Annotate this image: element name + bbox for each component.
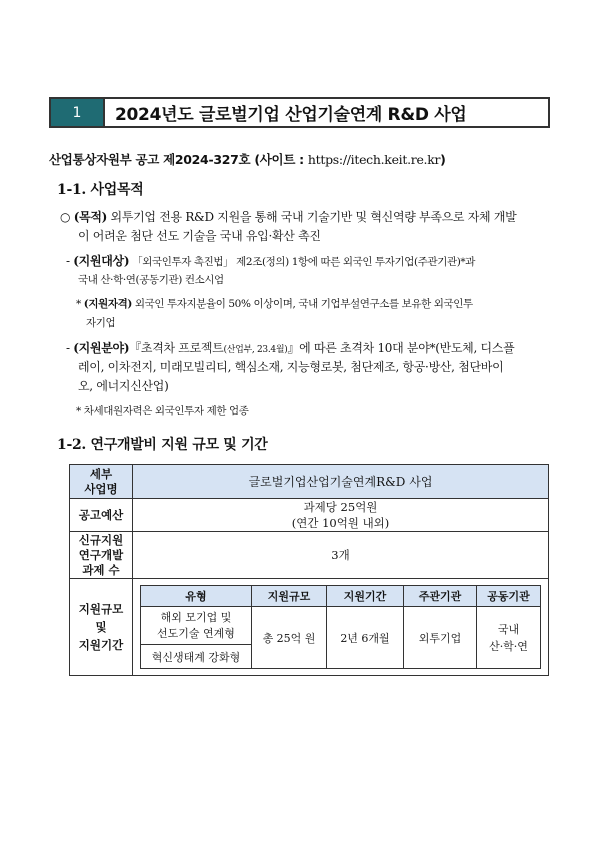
dash-bullet-icon: - <box>66 341 74 355</box>
section-1-2-title: 1-2. 연구개발비 지원 규모 및 기간 <box>57 437 268 453</box>
notice-line <box>49 150 446 168</box>
qualification-label: (지원자격) <box>83 298 132 310</box>
target-text-1: 「외국인투자 촉진법」 제2조(정의) 1항에 따른 외국인 투자기업(주관기관)*과 <box>129 256 475 268</box>
field-text-1c: 』에 따른 초격차 10대 분야 <box>287 341 430 355</box>
lead-value: 외투기업 <box>404 607 477 669</box>
purpose-text-1: 외투기업 전용 R&D 지원을 통해 국내 기술기반 및 혁신역량 부족으로 자체 개발 <box>107 210 517 224</box>
program-name: 글로벌기업산업기술연계R&D 사업 <box>133 465 549 499</box>
heading-number: 1 <box>51 99 103 126</box>
field-text-1d: *(반도체, 디스플 <box>429 341 515 355</box>
section-1-1-title: 1-1. 사업목적 <box>57 182 144 198</box>
field-label: (지원분야) <box>73 341 130 355</box>
note-text: 차세대원자력은 외국인투자 제한 업종 <box>83 405 249 417</box>
label-new-tasks: 신규지원 연구개발 과제 수 <box>70 532 133 579</box>
scale-value: 총 25억 원 <box>252 607 327 669</box>
header-period: 지원기간 <box>327 586 404 607</box>
purpose-text-2: 이 어려운 첨단 선도 기술을 국내 유입·확산 촉진 <box>78 229 321 243</box>
heading-title: 2024년도 글로벌기업 산업기술연계 R&D 사업 <box>103 99 548 126</box>
budget-cell <box>133 499 549 532</box>
asterisk-icon: * <box>76 298 84 310</box>
scale-period-cell <box>133 579 549 676</box>
budget-annual: (연간 10억원 내외) <box>291 516 390 530</box>
header-lead: 주관기관 <box>404 586 477 607</box>
support-detail-table <box>140 585 541 669</box>
dash-bullet-icon: - <box>66 254 74 268</box>
asterisk-icon: * <box>76 405 84 417</box>
circle-bullet-icon: ○ <box>60 210 74 224</box>
notice-close: ) <box>440 152 446 167</box>
field-text-1b: (산업부, 23.4월) <box>223 345 288 355</box>
section-heading <box>49 97 550 128</box>
qualification-text-1: 외국인 투자지분율이 50% 이상이며, 국내 기업부설연구소를 보유한 외국인투 <box>131 298 473 310</box>
notice-text: 산업통상자원부 공고 제2024-327호 (사이트 : <box>49 152 308 167</box>
target-text-2: 국내 산·학·연(공동기관) 컨소시엄 <box>78 274 224 286</box>
new-task-count: 3개 <box>133 532 549 579</box>
qualification-text-2: 자기업 <box>86 317 116 329</box>
field-text-2: 레이, 이차전지, 미래모빌리티, 핵심소재, 지능형로봇, 첨단제조, 항공·방산, 첨단바이 <box>78 360 504 374</box>
qualification-item <box>76 295 550 314</box>
budget-per-task: 과제당 25억원 <box>303 500 378 514</box>
header-type: 유형 <box>141 586 252 607</box>
target-item <box>66 252 550 272</box>
partner-value: 국내 산·학·연 <box>477 607 541 669</box>
period-value: 2년 6개월 <box>327 607 404 669</box>
purpose-item <box>60 208 550 227</box>
label-budget: 공고예산 <box>70 499 133 532</box>
field-text-1a: 『초격차 프로젝트 <box>129 341 224 355</box>
header-scale: 지원규모 <box>252 586 327 607</box>
header-partner: 공동기관 <box>477 586 541 607</box>
purpose-label: (목적) <box>73 210 108 224</box>
field-item <box>66 339 556 360</box>
target-label: (지원대상) <box>73 254 130 268</box>
label-scale-period: 지원규모 및 지원기간 <box>70 579 133 676</box>
site-url[interactable]: https://itech.keit.re.kr <box>307 152 441 167</box>
support-table <box>69 464 549 676</box>
type-overseas-parent: 해외 모기업 및 선도기술 연계형 <box>141 607 252 645</box>
note-item <box>76 402 249 421</box>
field-text-3: 오, 에너지신산업) <box>78 379 169 393</box>
type-ecosystem: 혁신생태계 강화형 <box>141 645 252 669</box>
label-program: 세부 사업명 <box>70 465 133 499</box>
